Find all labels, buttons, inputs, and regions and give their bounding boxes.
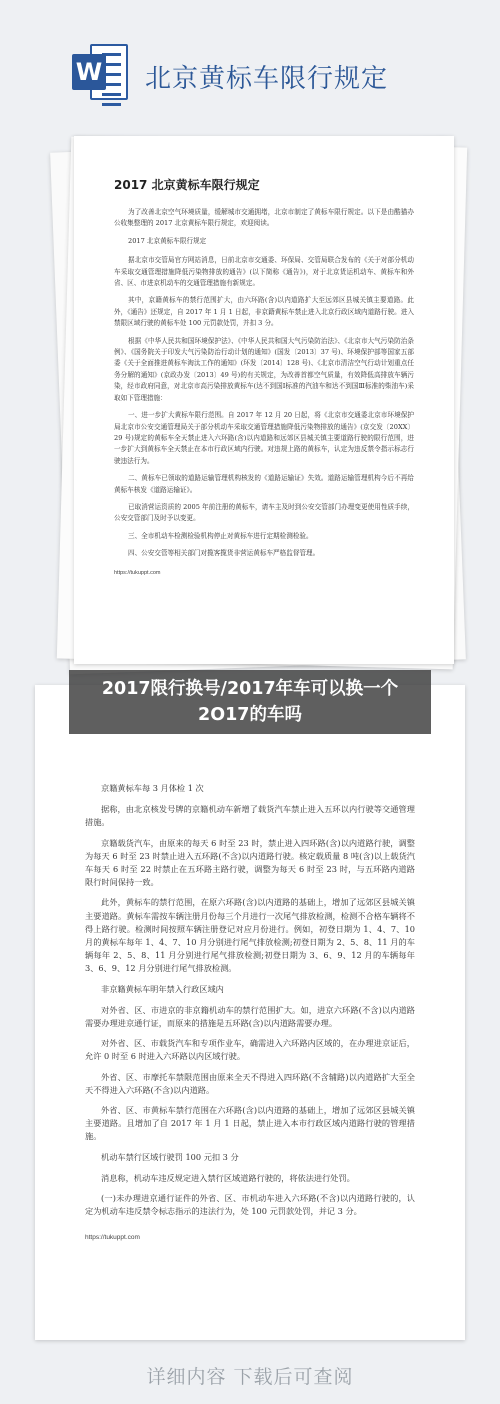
subheading: 非京籍黄标车明年禁入行政区域内 <box>101 983 224 994</box>
word-document-icon <box>72 40 130 104</box>
subheading: 2017 北京黄标车限行规定 <box>128 236 207 245</box>
paragraph: (一)未办理进京通行证件的外省、区、市机动车进入六环路(不含)以内道路行驶的，认定为机动车违反禁令标志指示的违法行为，处 100 元罚款处罚，并记 3 分。 <box>85 1193 415 1217</box>
paragraph: 对外省、区、市载货汽车和专项作业车，确需进入六环路内区域的，在办理进京证后，允许 0 时至 6 时进入六环路以内区域行驶。 <box>85 1038 415 1062</box>
subheading: 京籍黄标车每 3 月体检 1 次 <box>101 783 204 793</box>
paragraph: 其中，京籍黄标车的禁行范围扩大，由六环路(含)以内道路扩大至远郊区县城关镇主要道路。此外，《通告》还规定，自 2017 年 1 月 1 日起，非京籍黄标车禁止进入北京行政区域内道路行驶。进入禁限区域行驶的黄标车处 100 元罚款处罚，并扣 3 分。 <box>114 296 414 328</box>
document-page-1 <box>74 136 454 664</box>
paragraph: 消息称，机动车违反规定进入禁行区域道路行驶的，将依法进行处罚。 <box>101 1172 355 1183</box>
paragraph: 根据《中华人民共和国环境保护法》、《中华人民共和国大气污染防治法》、《北京市大气污染防治条例》、《国务院关于印发大气污染防治行动计划的通知》(国发〔2013〕37 号)、环境保护部等国家五部委《关于全面推进黄标车淘汰工作的通知》(环发〔2014〕128 号)、《北京市清洁空气行动计划重点任务分解的通知》(京政办发〔2013〕49 号)的有关规定，为改善首都空气质量，有效降低高排放车辆污染，经市政府同意，对北京市高污染排放黄标车(达不到国Ⅰ标准的汽油车和达不到国Ⅲ标准的柴油车)采取如下管理措施： <box>114 336 414 402</box>
paragraph: 三、全市机动车检测检验机构停止对黄标车进行定期检测检验。 <box>128 531 313 540</box>
document-page-2 <box>35 685 465 1340</box>
title-banner: 2017限行换号/2017年车可以换一个2O17的车吗 <box>69 670 431 734</box>
paragraph: 据北京市交管局官方网站消息，日前北京市交通委、环保局、交管局联合发布的《关于对部分机动车采取交通管理措施降低污染物排放的通告》(以下简称《通告》)，对于北京货运机动车、黄标车和外省、区、市进京机动车的交通管理措施有新规定。 <box>114 256 414 288</box>
paragraph: 据称，由北京核发号牌的京籍机动车新增了载货汽车禁止进入五环以内行驶等交通管理措施。 <box>85 804 415 828</box>
page-title: 北京黄标车限行规定 <box>145 64 389 94</box>
paragraph: 外省、区、市摩托车禁限范围由原来全天不得进入四环路(不含辅路)以内道路扩大至全天不得进入六环路(不含)以内道路。 <box>85 1071 415 1095</box>
footer-notice: 详细内容 下载后可查阅 <box>146 1366 354 1388</box>
word-letter-icon: W <box>72 54 106 90</box>
header <box>0 0 500 150</box>
paragraph: 外省、区、市黄标车禁行范围在六环路(含)以内道路的基础上，增加了远郊区县城关镇主要道路。且增加了自 2017 年 1 月 1 日起，禁止进入本市行政区域内道路行驶的管理措施。 <box>85 1105 415 1142</box>
document-title: 2017 北京黄标车限行规定 <box>114 178 260 192</box>
paragraph: 对外省、区、市进京的非京籍机动车的禁行范围扩大。如，进京六环路(不含)以内道路需要办理进京通行证，而原来的措施是五环路(含)以内道路需要办理。 <box>85 1004 415 1029</box>
paragraph: 已取消营运资质的 2005 年前注册的黄标车，请车主及时到公安交管部门办理变更使用性质手续，公安交管部门及时予以变更。 <box>114 502 414 523</box>
subheading: 机动车禁行区域行驶罚 100 元扣 3 分 <box>101 1151 239 1162</box>
paragraph: 二、黄标车已领取的道路运输管理机构核发的《道路运输证》失效。道路运输管理机构今后不再给黄标车核发《道路运输证》。 <box>114 474 414 494</box>
paragraph: 此外，黄标车的禁行范围，在原六环路(含)以内道路的基础上，增加了远郊区县城关镇主要道路。黄标车需按车辆注册月份每三个月进行一次尾气排放检测，检测不合格车辆将不得上路行驶。检测时间按照车辆注册登记对应月份进行。例如，初登日期为 1、4、7、10 月的黄标车每年 1、4、7、10 月分别进行尾气排放检测;初登日期为 2、5、8、11 月的车辆每年 2、5、8、11 月分别进行尾气排放检测;初登日期为 3、6、9、12 月的车辆每年 3、6、9、12 月分别进行尾气排放检测。 <box>85 897 415 974</box>
paragraph: 四、公安交管等相关部门对揽客揽货非营运黄标车严格监督管理。 <box>128 549 320 558</box>
paragraph: 京籍载货汽车，由原来的每天 6 时至 23 时，禁止进入四环路(含)以内道路行驶，调整为每天 6 时至 23 时禁止进入五环路(不含)以内道路行驶。核定载质量 8 吨(含)以上载货汽车每天 6 时至 22 时禁止在五环路主路行驶，调整为每天 6 时至 23 时，与五环路内道路限行时间保持一致。 <box>85 837 415 888</box>
paragraph: 一、进一步扩大黄标车限行范围。自 2017 年 12 月 20 日起，将《北京市交通委北京市环境保护局北京市公安交通管理局关于部分机动车采取交通管理措施降低污染物排放的通告》(京交发〔20XX〕29 号)规定的黄标车全天禁止进入六环路(含)以内道路和远郊区县城关镇主要道路行驶的限行范围，进一步扩大到黄标车全天禁止在本市行政区域内行驶。对违规上路的黄标车，认定为违反禁令指示标志行驶违法行为。 <box>114 411 414 465</box>
source-link[interactable]: https://tukuppt.com <box>114 569 161 576</box>
paragraph: 为了改善北京空气环境质量，缓解城市交通拥堵，北京市制定了黄标车限行规定。以下是由酷猫办公收集整理的 2017 北京黄标车限行规定，欢迎阅读。 <box>114 208 414 228</box>
source-link[interactable]: https://tukuppt.com <box>85 1234 140 1242</box>
